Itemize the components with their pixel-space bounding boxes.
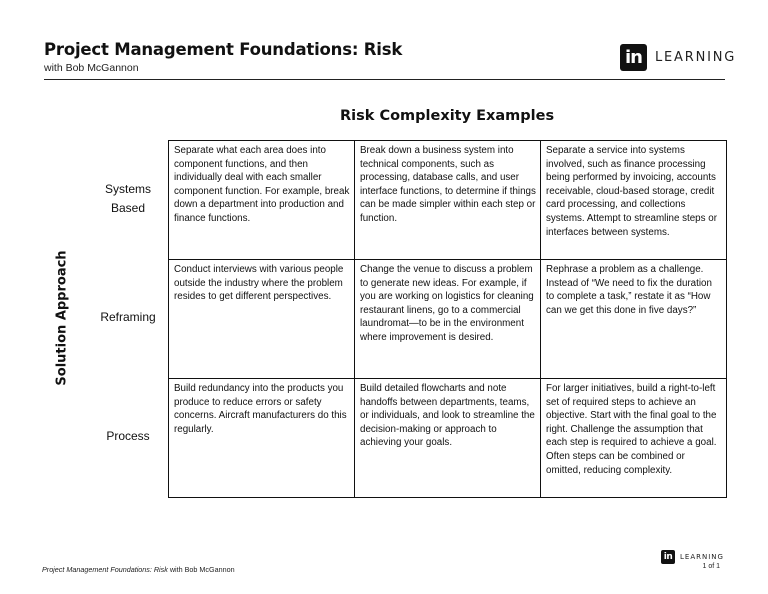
row-label-reframing: [90, 308, 166, 327]
table-row: [169, 379, 727, 498]
learning-wordmark: LEARNING: [655, 50, 737, 65]
table-row: [169, 141, 727, 260]
section-title: Risk Complexity Examples: [340, 108, 555, 124]
table-cell: Conduct interviews with various people outside the industry where the problem resides to get different perspectives.: [169, 260, 355, 379]
footer-course-author: with Bob McGannon: [167, 565, 235, 574]
table-cell: Separate a service into systems involved, such as finance processing being performed by invoicing, accounts receivable, cloud-based storage, credit card processing, and collections systems. Attempt to streamline steps or interfaces between systems.: [541, 141, 727, 260]
linkedin-learning-logo: [620, 44, 736, 71]
footer-learning-wordmark: LEARNING: [680, 553, 724, 561]
row-label-line: Based: [110, 201, 146, 215]
table-cell: Separate what each area does into component functions, and then individually deal with each smaller component function. For example, break down a department into production and finance functions.: [169, 141, 355, 260]
row-label-line: Reframing: [100, 310, 156, 324]
document-title: Project Management Foundations: Risk: [44, 40, 403, 59]
table-cell: Rephrase a problem as a challenge. Instead of “We need to fix the duration to complete a task,” restate it as “How can we get this done in five days?”: [541, 260, 727, 379]
footer-logo: [661, 550, 724, 564]
linkedin-in-icon: in: [620, 44, 647, 71]
row-label-systems-based: [90, 180, 166, 218]
document-subtitle: with Bob McGannon: [44, 62, 139, 74]
table-cell: Break down a business system into technical components, such as processing, database calls, and user interface functions, to determine if things can be made simpler within each step or function.: [355, 141, 541, 260]
page-number: 1 of 1: [702, 563, 720, 570]
table-cell: Build redundancy into the products you produce to reduce errors or safety concerns. Aircraft manufacturers do this regularly.: [169, 379, 355, 498]
header-divider: [44, 79, 725, 80]
footer-course-title: Project Management Foundations: Risk: [42, 565, 168, 574]
axis-label: Solution Approach: [54, 250, 70, 386]
table-cell: Build detailed flowcharts and note handoffs between departments, teams, or individuals, and look to streamline the decision-making or approach to achieving your goals.: [355, 379, 541, 498]
row-label-line: Systems: [104, 182, 151, 196]
table-cell: Change the venue to discuss a problem to generate new ideas. For example, if you are working on logistics for cleaning restaurant linens, go to a commercial laundromat—to be in the environment where improvement is desired.: [355, 260, 541, 379]
footer-course-text: [42, 565, 235, 574]
table-cell: For larger initiatives, build a right-to-left set of required steps to achieve an objective. Start with the final goal to the right. Challenge the assumption that each step is required to achieve a goal. Often steps can be combined or omitted, reducing complexity.: [541, 379, 727, 498]
table-row: [169, 260, 727, 379]
risk-complexity-table: [168, 140, 727, 498]
linkedin-in-icon: in: [661, 550, 675, 564]
document-header: [44, 40, 402, 74]
row-label-line: Process: [106, 429, 150, 443]
row-label-process: [90, 427, 166, 446]
